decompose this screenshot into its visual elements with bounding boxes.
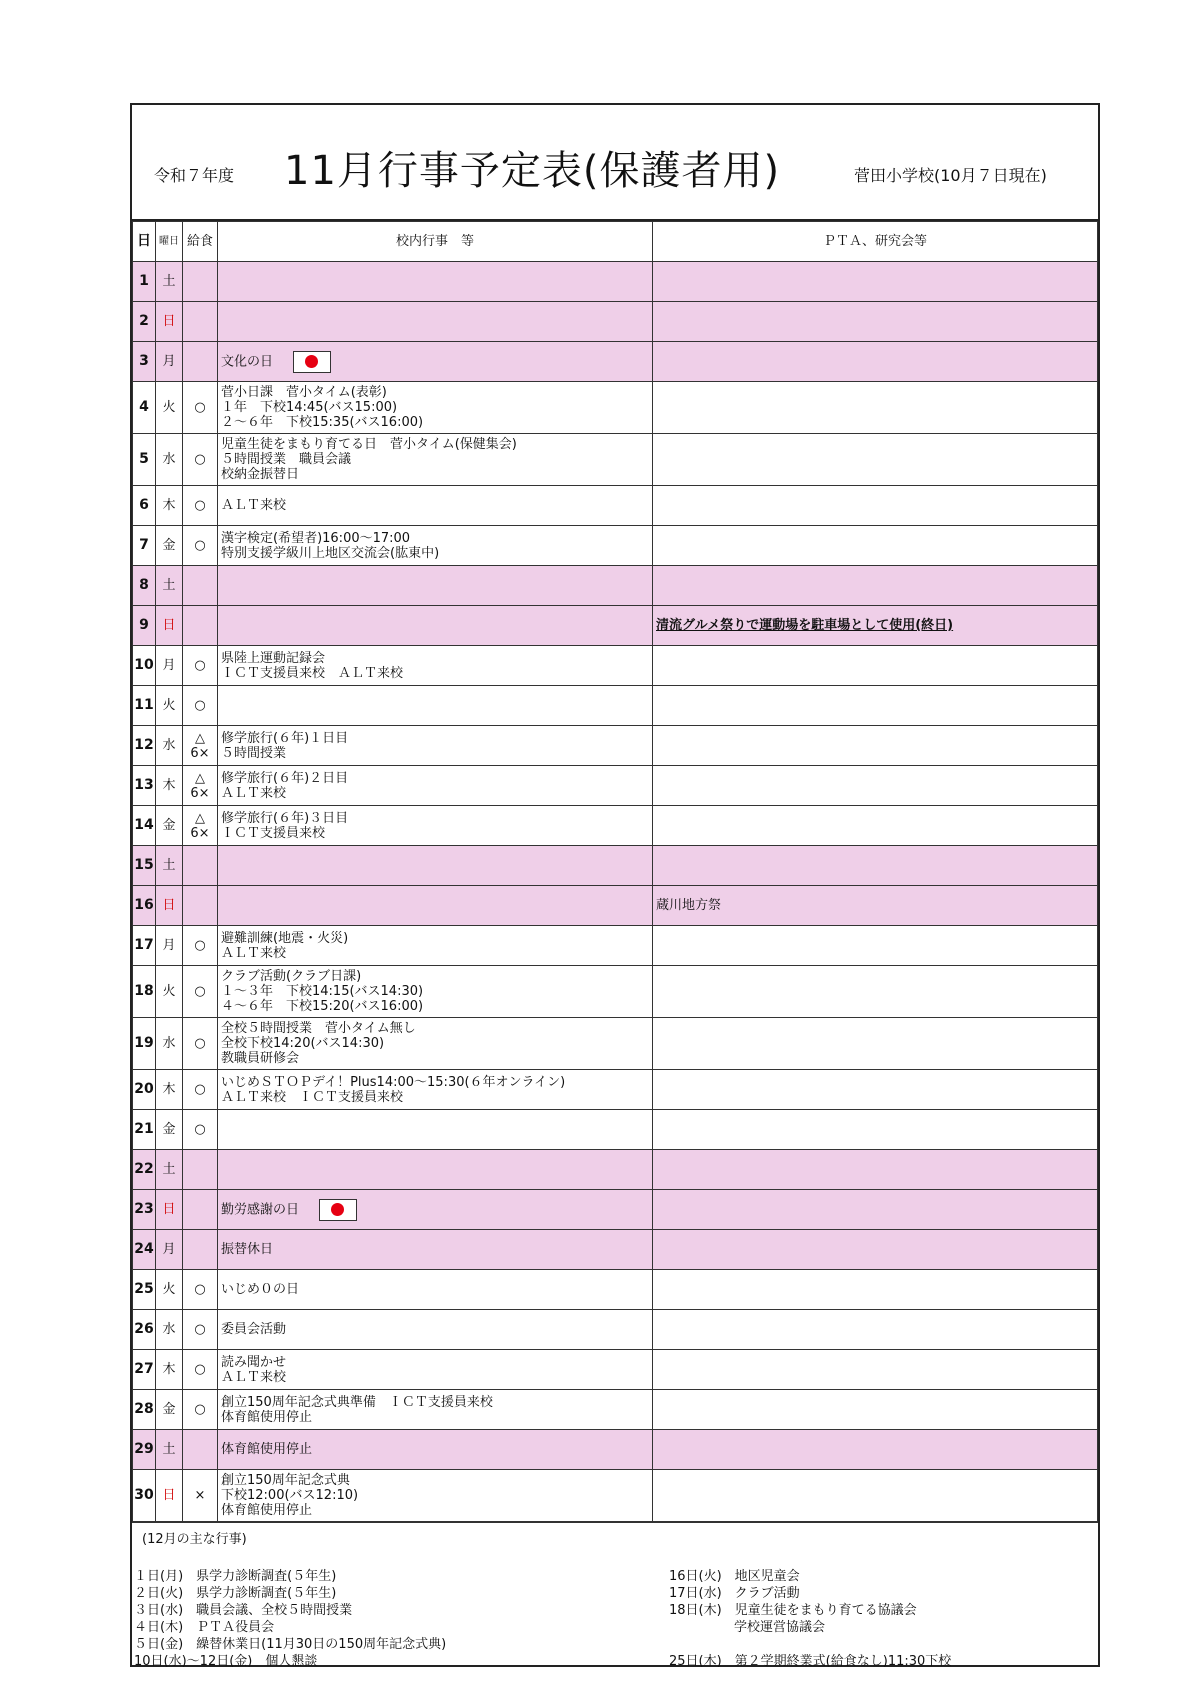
row-lunch: ○ xyxy=(183,434,218,486)
row-weekday: 水 xyxy=(156,1018,183,1070)
row-day: 21 xyxy=(133,1110,156,1150)
row-school-events xyxy=(218,1190,653,1230)
december-event: ２日(火) 県学力診断調査(５年生) xyxy=(134,1586,337,1601)
row-pta-events xyxy=(653,1390,1098,1430)
table-row xyxy=(133,926,1098,966)
row-lunch: ○ xyxy=(183,646,218,686)
row-pta-events xyxy=(653,1230,1098,1270)
row-lunch xyxy=(183,886,218,926)
row-day: 23 xyxy=(133,1190,156,1230)
row-weekday: 水 xyxy=(156,726,183,766)
row-pta-events: 蔵川地方祭 xyxy=(653,886,1098,926)
row-lunch xyxy=(183,1230,218,1270)
row-weekday: 日 xyxy=(156,1470,183,1522)
row-weekday: 土 xyxy=(156,846,183,886)
row-lunch xyxy=(183,1190,218,1230)
row-day: 14 xyxy=(133,806,156,846)
school-event-line: 創立150周年記念式典準備 ＩＣＴ支援員来校 xyxy=(221,1394,493,1410)
row-lunch: △ 6× xyxy=(183,766,218,806)
header xyxy=(132,105,1098,221)
row-school-events xyxy=(218,646,653,686)
row-weekday: 土 xyxy=(156,1150,183,1190)
row-school-events xyxy=(218,926,653,966)
row-lunch: ○ xyxy=(183,1110,218,1150)
row-weekday: 水 xyxy=(156,434,183,486)
row-day: 24 xyxy=(133,1230,156,1270)
schedule-table xyxy=(132,221,1098,1522)
row-day: 17 xyxy=(133,926,156,966)
row-lunch xyxy=(183,606,218,646)
row-day: 30 xyxy=(133,1470,156,1522)
december-event: 16日(火) 地区児童会 xyxy=(669,1569,800,1584)
row-day: 8 xyxy=(133,566,156,606)
row-weekday: 土 xyxy=(156,262,183,302)
table-row xyxy=(133,262,1098,302)
row-day: 1 xyxy=(133,262,156,302)
school-event-line: 全校下校14:20(バス14:30) xyxy=(221,1036,385,1051)
row-school-events xyxy=(218,606,653,646)
table-row xyxy=(133,1018,1098,1070)
school-event-line: 校納金振替日 xyxy=(221,467,300,482)
row-lunch: ○ xyxy=(183,1350,218,1390)
col-weekday: 曜日 xyxy=(156,222,183,262)
row-lunch: ○ xyxy=(183,1390,218,1430)
table-row xyxy=(133,726,1098,766)
row-day: 19 xyxy=(133,1018,156,1070)
row-lunch: ○ xyxy=(183,1270,218,1310)
row-weekday: 金 xyxy=(156,806,183,846)
december-event: ４日(木) ＰＴＡ役員会 xyxy=(134,1620,275,1635)
december-right-list xyxy=(669,1568,951,1670)
table-row xyxy=(133,1110,1098,1150)
row-lunch: ○ xyxy=(183,382,218,434)
row-pta-events xyxy=(653,526,1098,566)
row-weekday: 金 xyxy=(156,1110,183,1150)
col-lunch: 給食 xyxy=(183,222,218,262)
row-day: 22 xyxy=(133,1150,156,1190)
row-school-events xyxy=(218,1310,653,1350)
table-row xyxy=(133,1390,1098,1430)
school-event-line: 委員会活動 xyxy=(221,1322,287,1337)
row-weekday: 火 xyxy=(156,966,183,1018)
col-pta-events: ＰＴＡ、研究会等 xyxy=(653,222,1098,262)
table-row xyxy=(133,1230,1098,1270)
row-lunch xyxy=(183,846,218,886)
row-pta-events xyxy=(653,262,1098,302)
row-pta-events xyxy=(653,1110,1098,1150)
row-weekday: 月 xyxy=(156,342,183,382)
december-title: (12月の主な行事) xyxy=(142,1532,247,1547)
col-day: 日 xyxy=(133,222,156,262)
school-event-line xyxy=(221,351,649,373)
row-day: 27 xyxy=(133,1350,156,1390)
table-row xyxy=(133,1150,1098,1190)
school-event-line: ５時間授業 xyxy=(221,745,287,761)
row-pta-events xyxy=(653,566,1098,606)
school-event-line: ＡＬＴ来校 xyxy=(221,1369,287,1385)
table-row xyxy=(133,486,1098,526)
row-pta-events xyxy=(653,1150,1098,1190)
row-pta-events xyxy=(653,966,1098,1018)
row-weekday: 木 xyxy=(156,766,183,806)
row-lunch: ○ xyxy=(183,526,218,566)
row-school-events xyxy=(218,1018,653,1070)
school-event-line xyxy=(221,1199,649,1221)
row-pta-events xyxy=(653,726,1098,766)
row-day: 29 xyxy=(133,1430,156,1470)
row-pta-events xyxy=(653,1310,1098,1350)
school-event-line: 体育館使用停止 xyxy=(221,1409,313,1425)
row-day: 7 xyxy=(133,526,156,566)
row-lunch: ○ xyxy=(183,686,218,726)
row-lunch: × xyxy=(183,1470,218,1522)
table-row xyxy=(133,1430,1098,1470)
row-pta-events xyxy=(653,434,1098,486)
row-day: 10 xyxy=(133,646,156,686)
table-header-row xyxy=(133,222,1098,262)
row-lunch xyxy=(183,566,218,606)
row-day: 11 xyxy=(133,686,156,726)
school-event-line: 避難訓練(地震・火災) xyxy=(221,930,349,946)
row-day: 15 xyxy=(133,846,156,886)
table-row xyxy=(133,886,1098,926)
school-event-line: クラブ活動(クラブ日課) xyxy=(221,969,362,984)
row-day: 5 xyxy=(133,434,156,486)
row-lunch xyxy=(183,342,218,382)
table-row xyxy=(133,434,1098,486)
school-event-line: 体育館使用停止 xyxy=(221,1442,313,1457)
row-school-events xyxy=(218,382,653,434)
table-row xyxy=(133,1470,1098,1522)
table-row xyxy=(133,766,1098,806)
row-day: 20 xyxy=(133,1070,156,1110)
row-lunch: ○ xyxy=(183,966,218,1018)
table-row xyxy=(133,1190,1098,1230)
row-school-events xyxy=(218,486,653,526)
japan-flag-icon xyxy=(319,1199,357,1221)
row-school-events xyxy=(218,686,653,726)
school-event-line: ＡＬＴ来校 ＩＣＴ支援員来校 xyxy=(221,1089,404,1105)
row-pta-events xyxy=(653,806,1098,846)
table-row xyxy=(133,382,1098,434)
table-row xyxy=(133,342,1098,382)
school-event-line: ４～６年 下校15:20(バス16:00) xyxy=(221,999,424,1014)
row-lunch: ○ xyxy=(183,1310,218,1350)
table-row xyxy=(133,966,1098,1018)
row-day: 16 xyxy=(133,886,156,926)
table-row xyxy=(133,846,1098,886)
school-event-text: 文化の日 xyxy=(221,354,274,369)
december-events xyxy=(132,1522,1098,1669)
row-school-events xyxy=(218,566,653,606)
row-school-events xyxy=(218,966,653,1018)
row-day: 12 xyxy=(133,726,156,766)
row-weekday: 日 xyxy=(156,1190,183,1230)
row-pta-events xyxy=(653,686,1098,726)
school-event-line: 体育館使用停止 xyxy=(221,1503,313,1518)
row-weekday: 月 xyxy=(156,926,183,966)
december-event: ５日(金) 繰替休業日(11月30日の150周年記念式典) xyxy=(134,1637,447,1652)
row-day: 9 xyxy=(133,606,156,646)
row-pta-events xyxy=(653,926,1098,966)
school-event-line: １～３年 下校14:15(バス14:30) xyxy=(221,984,424,999)
december-event xyxy=(669,1636,951,1653)
row-pta-events xyxy=(653,302,1098,342)
row-school-events xyxy=(218,1230,653,1270)
row-pta-events xyxy=(653,342,1098,382)
row-weekday: 日 xyxy=(156,606,183,646)
school-event-line: 修学旅行(６年)３日目 xyxy=(221,810,349,826)
row-weekday: 月 xyxy=(156,1230,183,1270)
school-event-line: １年 下校14:45(バス15:00) xyxy=(221,400,398,415)
school-event-line: 下校12:00(バス12:10) xyxy=(221,1488,359,1503)
school-name: 菅田小学校(10月７日現在) xyxy=(854,166,1047,185)
row-day: 13 xyxy=(133,766,156,806)
december-left-list xyxy=(134,1568,446,1670)
row-weekday: 木 xyxy=(156,1070,183,1110)
row-school-events xyxy=(218,726,653,766)
school-event-line: ＩＣＴ支援員来校 xyxy=(221,825,326,841)
row-pta-events: 清流グルメ祭りで運動場を駐車場として使用(終日) xyxy=(653,606,1098,646)
school-event-line: いじめＳＴＯＰデイ！Plus14:00～15:30(６年オンライン) xyxy=(221,1074,566,1090)
school-event-line: 修学旅行(６年)２日目 xyxy=(221,770,349,786)
table-row xyxy=(133,1350,1098,1390)
row-weekday: 日 xyxy=(156,886,183,926)
row-weekday: 土 xyxy=(156,1430,183,1470)
school-event-line: ＩＣＴ支援員来校 ＡＬＴ来校 xyxy=(221,665,404,681)
row-pta-events xyxy=(653,1470,1098,1522)
row-weekday: 水 xyxy=(156,1310,183,1350)
school-event-line: 教職員研修会 xyxy=(221,1051,300,1066)
row-weekday: 火 xyxy=(156,1270,183,1310)
row-school-events xyxy=(218,1150,653,1190)
col-school-events: 校内行事 等 xyxy=(218,222,653,262)
row-school-events xyxy=(218,1070,653,1110)
row-school-events xyxy=(218,1390,653,1430)
row-school-events xyxy=(218,1470,653,1522)
school-event-line: ＡＬＴ来校 xyxy=(221,945,287,961)
school-event-line: ＡＬＴ来校 xyxy=(221,785,287,801)
row-pta-events xyxy=(653,1070,1098,1110)
school-event-line: 児童生徒をまもり育てる日 菅小タイム(保健集会) xyxy=(221,437,517,452)
row-day: 2 xyxy=(133,302,156,342)
school-event-line: 修学旅行(６年)１日目 xyxy=(221,730,349,746)
december-event: 学校運営協議会 xyxy=(669,1620,826,1635)
row-pta-events xyxy=(653,1350,1098,1390)
school-event-line: ２～６年 下校15:35(バス16:00) xyxy=(221,415,424,430)
row-school-events xyxy=(218,262,653,302)
table-row xyxy=(133,302,1098,342)
schedule-sheet xyxy=(130,103,1100,1667)
row-school-events xyxy=(218,1430,653,1470)
december-event: １日(月) 県学力診断調査(５年生) xyxy=(134,1569,337,1584)
row-lunch xyxy=(183,1150,218,1190)
school-event-line: いじめ０の日 xyxy=(221,1282,300,1297)
row-pta-events xyxy=(653,766,1098,806)
row-day: 28 xyxy=(133,1390,156,1430)
school-event-line: 振替休日 xyxy=(221,1242,274,1257)
row-school-events xyxy=(218,886,653,926)
school-event-line: 特別支援学級川上地区交流会(肱東中) xyxy=(221,545,440,561)
school-event-line: 読み聞かせ xyxy=(221,1354,287,1370)
row-pta-events xyxy=(653,846,1098,886)
december-event: 25日(木) 第２学期終業式(給食なし)11:30下校 xyxy=(669,1654,952,1669)
row-lunch: △ 6× xyxy=(183,806,218,846)
row-school-events xyxy=(218,846,653,886)
school-event-line: ５時間授業 職員会議 xyxy=(221,452,352,467)
row-day: 26 xyxy=(133,1310,156,1350)
table-row xyxy=(133,526,1098,566)
table-row xyxy=(133,566,1098,606)
row-school-events xyxy=(218,342,653,382)
row-lunch: △ 6× xyxy=(183,726,218,766)
row-weekday: 火 xyxy=(156,382,183,434)
table-row xyxy=(133,606,1098,646)
row-day: 4 xyxy=(133,382,156,434)
row-lunch: ○ xyxy=(183,1070,218,1110)
row-weekday: 金 xyxy=(156,1390,183,1430)
row-lunch: ○ xyxy=(183,486,218,526)
december-event: 10日(水)～12日(金) 個人懇談 xyxy=(134,1654,318,1669)
row-school-events xyxy=(218,1110,653,1150)
row-day: 6 xyxy=(133,486,156,526)
school-event-line: 創立150周年記念式典 xyxy=(221,1473,350,1488)
school-event-text: 勤労感謝の日 xyxy=(221,1202,300,1217)
row-school-events xyxy=(218,302,653,342)
school-event-line: 県陸上運動記録会 xyxy=(221,650,326,666)
row-pta-events xyxy=(653,1430,1098,1470)
december-event: 17日(水) クラブ活動 xyxy=(669,1586,800,1601)
row-pta-events xyxy=(653,382,1098,434)
row-day: 25 xyxy=(133,1270,156,1310)
school-event-line: ＡＬＴ来校 xyxy=(221,498,287,513)
row-weekday: 金 xyxy=(156,526,183,566)
row-weekday: 木 xyxy=(156,486,183,526)
page-title: 11月行事予定表(保護者用) xyxy=(284,148,781,194)
school-event-line: 全校５時間授業 菅小タイム無し xyxy=(221,1021,416,1036)
table-row xyxy=(133,806,1098,846)
row-day: 18 xyxy=(133,966,156,1018)
fiscal-year: 令和７年度 xyxy=(154,166,235,185)
school-event-line: 漢字検定(希望者)16:00～17:00 xyxy=(221,530,411,546)
japan-flag-icon xyxy=(293,351,331,373)
table-row xyxy=(133,1270,1098,1310)
table-row xyxy=(133,1310,1098,1350)
table-row xyxy=(133,1070,1098,1110)
row-school-events xyxy=(218,434,653,486)
row-weekday: 土 xyxy=(156,566,183,606)
row-school-events xyxy=(218,806,653,846)
row-lunch: ○ xyxy=(183,926,218,966)
row-lunch xyxy=(183,262,218,302)
row-lunch xyxy=(183,1430,218,1470)
row-pta-events xyxy=(653,646,1098,686)
row-pta-events xyxy=(653,1270,1098,1310)
row-weekday: 日 xyxy=(156,302,183,342)
row-weekday: 月 xyxy=(156,646,183,686)
row-school-events xyxy=(218,766,653,806)
school-event-line: 菅小日課 菅小タイム(表彰) xyxy=(221,385,387,400)
row-day: 3 xyxy=(133,342,156,382)
row-lunch xyxy=(183,302,218,342)
table-row xyxy=(133,646,1098,686)
row-pta-events xyxy=(653,1018,1098,1070)
row-school-events xyxy=(218,1350,653,1390)
row-lunch: ○ xyxy=(183,1018,218,1070)
row-school-events xyxy=(218,1270,653,1310)
row-pta-events xyxy=(653,486,1098,526)
row-weekday: 火 xyxy=(156,686,183,726)
schedule-rows xyxy=(133,262,1098,1522)
row-school-events xyxy=(218,526,653,566)
row-pta-events xyxy=(653,1190,1098,1230)
row-weekday: 木 xyxy=(156,1350,183,1390)
table-row xyxy=(133,686,1098,726)
december-event: 18日(木) 児童生徒をまもり育てる協議会 xyxy=(669,1603,917,1618)
december-event: ３日(水) 職員会議、全校５時間授業 xyxy=(134,1603,353,1618)
